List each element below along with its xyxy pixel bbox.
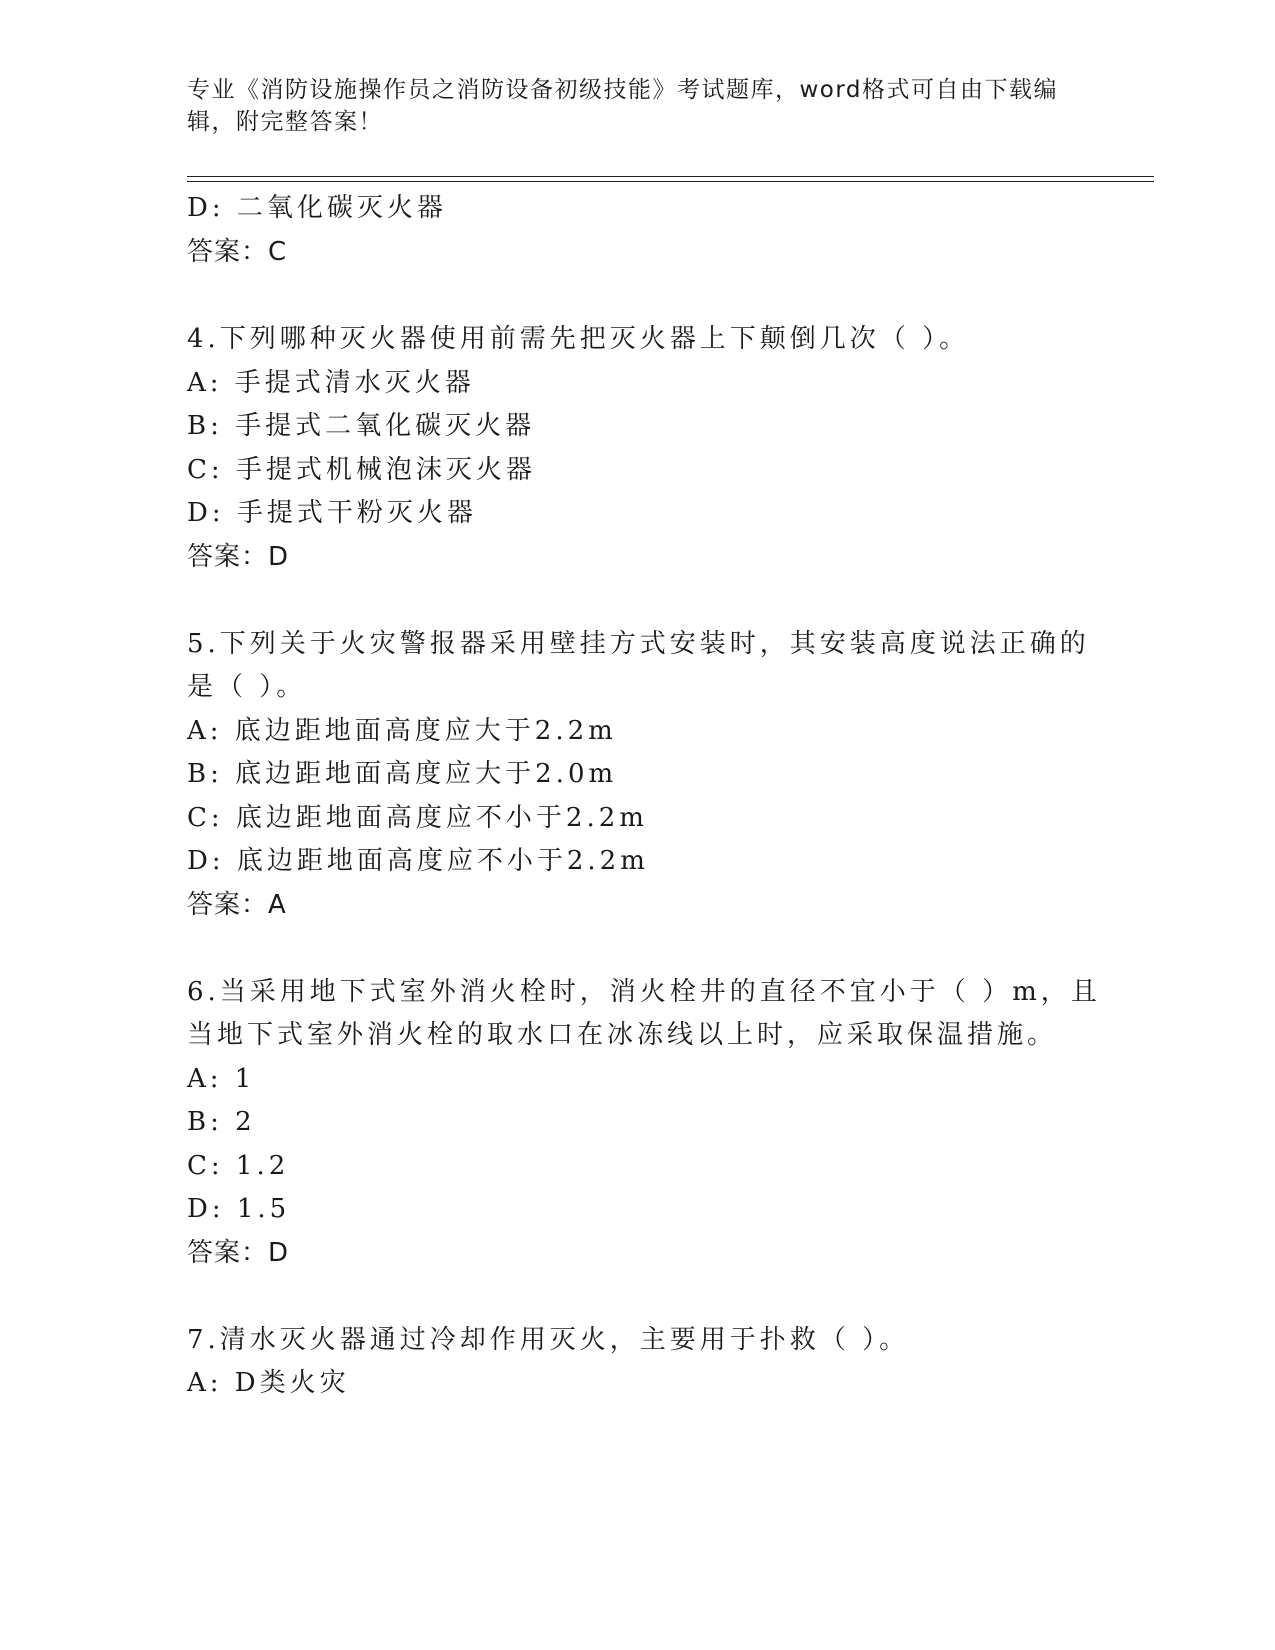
header-divider-bottom bbox=[187, 181, 1154, 182]
question-5-option-b: B: 底边距地面高度应大于2.0m bbox=[187, 759, 618, 789]
question-4-option-c: C: 手提式机械泡沫灭火器 bbox=[187, 455, 536, 485]
question-7-stem: 7.清水灭火器通过冷却作用灭火，主要用于扑救（ ）。 bbox=[187, 1325, 910, 1355]
question-4-option-a: A: 手提式清水灭火器 bbox=[187, 368, 475, 398]
question-5-stem-line-2: 是（ ）。 bbox=[187, 672, 307, 702]
question-5-option-d: D: 底边距地面高度应不小于2.2m bbox=[187, 846, 649, 876]
question-7-option-a: A: D类火灾 bbox=[187, 1368, 350, 1398]
question-4-option-d: D: 手提式干粉灭火器 bbox=[187, 498, 477, 528]
question-5-stem-line-1: 5.下列关于火灾警报器采用壁挂方式安装时，其安装高度说法正确的 bbox=[187, 629, 1090, 659]
question-5-answer: 答案：A bbox=[187, 890, 287, 920]
prev-question-answer: 答案：C bbox=[187, 237, 288, 267]
document-header bbox=[187, 74, 1087, 138]
header-divider-top bbox=[187, 176, 1154, 177]
question-6-stem-line-1: 6.当采用地下式室外消火栓时，消火栓井的直径不宜小于（ ）m，且 bbox=[187, 977, 1101, 1007]
question-4-answer: 答案：D bbox=[187, 542, 290, 572]
question-5-option-c: C: 底边距地面高度应不小于2.2m bbox=[187, 803, 648, 833]
header-intro-line-1: 专业《消防设施操作员之消防设备初级技能》考试题库，word格式可自由下载编 bbox=[187, 77, 1059, 103]
question-6-option-c: C: 1.2 bbox=[187, 1151, 290, 1181]
question-4-option-b: B: 手提式二氧化碳灭火器 bbox=[187, 411, 536, 441]
header-intro-line-2: 辑，附完整答案！ bbox=[187, 109, 383, 135]
question-6-stem-line-2: 当地下式室外消火栓的取水口在冰冻线以上时，应采取保温措施。 bbox=[187, 1020, 1058, 1050]
prev-question-option-d: D: 二氧化碳灭火器 bbox=[187, 193, 447, 223]
question-4-stem: 4.下列哪种灭火器使用前需先把灭火器上下颠倒几次（ ）。 bbox=[187, 324, 970, 354]
question-6-option-a: A: 1 bbox=[187, 1064, 256, 1094]
question-6-option-b: B: 2 bbox=[187, 1107, 256, 1137]
question-6-option-d: D: 1.5 bbox=[187, 1194, 291, 1224]
question-5-option-a: A: 底边距地面高度应大于2.2m bbox=[187, 716, 617, 746]
question-6-answer: 答案：D bbox=[187, 1238, 290, 1268]
